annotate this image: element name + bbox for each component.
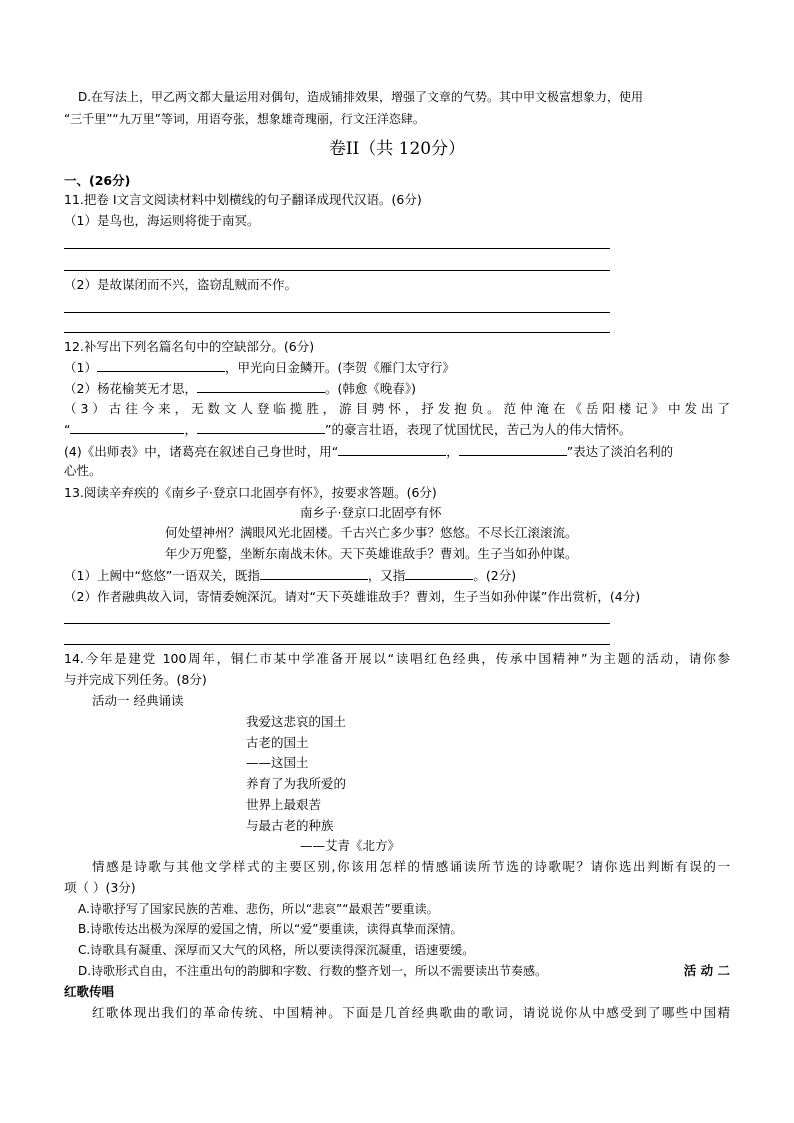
q12-line4a (64, 442, 673, 461)
answer-line (64, 623, 610, 624)
section-title: 卷II（共 120分） (328, 139, 466, 159)
poem-title: 南乡子·登京口北固亭有怀 (300, 505, 442, 520)
poem-line2: 年少万兜鍪，坐断东南战未休。天下英雄谁敌手？曹刘。生子当如孙仲谋。 (165, 546, 578, 561)
poem-line: 古老的国土 (246, 735, 309, 750)
option-c: C.诗歌具有凝重、深厚而又大气的风格，所以要读得深沉凝重，语速要缓。 (78, 943, 475, 957)
q12-line2 (64, 379, 416, 398)
activity1-label: 活动一 经典诵读 (92, 693, 184, 708)
d-option-line1: D.在写法上，甲乙两文都大量运用对偶句，造成铺排效果，增强了文章的气势。其中甲文极富想象力，使用 (78, 90, 644, 104)
activity2-tail: 活 动 二 (683, 963, 730, 978)
q12-line1 (64, 358, 455, 377)
q12-l3-rest: ”的豪言壮语，表现了忧国忧民，苦己为人的伟大情怀。 (325, 422, 632, 437)
q12-l4-suffix: ”表达了淡泊名利的 (566, 444, 674, 459)
q12-line3a: （3）古往今来，无数文人登临揽胜，游目骋怀，抒发抱负。范仲淹在《岳阳楼记》中发出了 (64, 401, 730, 416)
q12-line4b: 心性。 (64, 463, 102, 478)
q14-stem-line1: 14.今年是建党 100周年，铜仁市某中学准备开展以“读唱红色经典，传承中国精神”为主题的活动，请你参 (64, 651, 730, 666)
q12-l4-prefix: (4)《出师表》中，诸葛亮在叙述自己身世时，用“ (64, 444, 339, 459)
option-d: D.诗歌形式自由，不注重出句的韵脚和字数、行数的整齐划一，所以不需要读出节奏感。 (78, 964, 548, 978)
q12-stem: 12.补写出下列名篇名句中的空缺部分。(6分) (64, 339, 315, 354)
q13-sub1 (64, 566, 516, 585)
open-quote: “ (64, 422, 71, 437)
q13-sub2: （2）作者融典故入词，寄情委婉深沉。请对“天下英雄谁敌手？曹刘，生子当如孙仲谋”作出赏析，(4分) (64, 589, 641, 604)
fill-blank[interactable] (97, 358, 225, 372)
q11-sub1: （1）是鸟也，海运则将徙于南冥。 (64, 213, 260, 228)
q14-question-line2: 项（ ）(3分) (64, 880, 136, 895)
part-one-heading: 一、(26分) (64, 173, 131, 188)
q12-l2-suffix: 。(韩愈《晚春》) (324, 381, 416, 396)
answer-line (64, 312, 610, 313)
poem-line: 我爱这悲哀的国土 (246, 714, 347, 729)
answer-line (64, 270, 610, 271)
answer-line (64, 248, 610, 249)
q13-sub1-mid: ，又指 (367, 568, 406, 583)
fill-blank[interactable] (260, 566, 368, 580)
poem-line1: 何处望神州？满眼风光北固楼。千古兴亡多少事？悠悠。不尽长江滚滚流。 (165, 525, 578, 540)
fill-blank[interactable] (338, 442, 446, 456)
option-b: B.诗歌传达出极为深厚的爱国之情，所以“爱”要重读，读得真挚而深情。 (78, 922, 463, 936)
activity2-heading: 红歌传唱 (64, 984, 115, 999)
fill-blank[interactable] (459, 442, 567, 456)
poem-line: ——这国土 (246, 755, 309, 770)
comma: ， (446, 444, 459, 459)
activity2-text: 红歌体现出我们的革命传统、中国精神。下面是几首经典歌曲的歌词，请说说你从中感受到了哪些中国精 (92, 1005, 730, 1020)
answer-line (64, 332, 610, 333)
q13-sub1-prefix: （1）上阙中“悠悠”一语双关，既指 (64, 568, 260, 583)
q14-question-line1: 情感是诗歌与其他文学样式的主要区别,你该用怎样的情感诵读所节选的诗歌呢？请你选出判断有误的一 (92, 859, 730, 874)
q12-l1-prefix: （1） (64, 360, 97, 375)
d-option-line2: “三千里”“九万里”等词，用语夸张，想象雄奇瑰丽，行文汪洋恣肆。 (64, 112, 425, 126)
option-a: A.诗歌抒写了国家民族的苦难、悲伤，所以“悲哀”“最艰苦”要重读。 (78, 902, 439, 916)
poem-line: 世界上最艰苦 (246, 797, 322, 812)
poem-source: ——艾青《北方》 (300, 838, 401, 853)
comma: ， (184, 422, 197, 437)
q14-stem-line2: 与并完成下列任务。(8分) (64, 672, 207, 687)
q13-sub1-suffix: 。(2分) (473, 568, 517, 583)
q12-line3b (64, 420, 631, 439)
q11-sub2: （2）是故谋闭而不兴，盗窃乱贼而不作。 (64, 277, 297, 292)
poem-line: 与最古老的种族 (246, 818, 334, 833)
q12-l2-prefix: （2）杨花榆荚无才思， (64, 381, 197, 396)
q13-stem: 13.阅读辛弃疾的《南乡子·登京口北固亭有怀》，按要求答题。(6分) (64, 485, 437, 500)
fill-blank[interactable] (405, 566, 473, 580)
q11-stem: 11.把卷 I文言文阅读材料中划横线的句子翻译成现代汉语。(6分) (64, 192, 422, 207)
q12-l1-suffix: ，甲光向日金鳞开。(李贺《雁门太守行》 (224, 360, 455, 375)
fill-blank[interactable] (70, 420, 184, 434)
fill-blank[interactable] (197, 379, 325, 393)
answer-line (64, 644, 610, 645)
poem-line: 养育了为我所爱的 (246, 776, 347, 791)
fill-blank[interactable] (197, 420, 325, 434)
